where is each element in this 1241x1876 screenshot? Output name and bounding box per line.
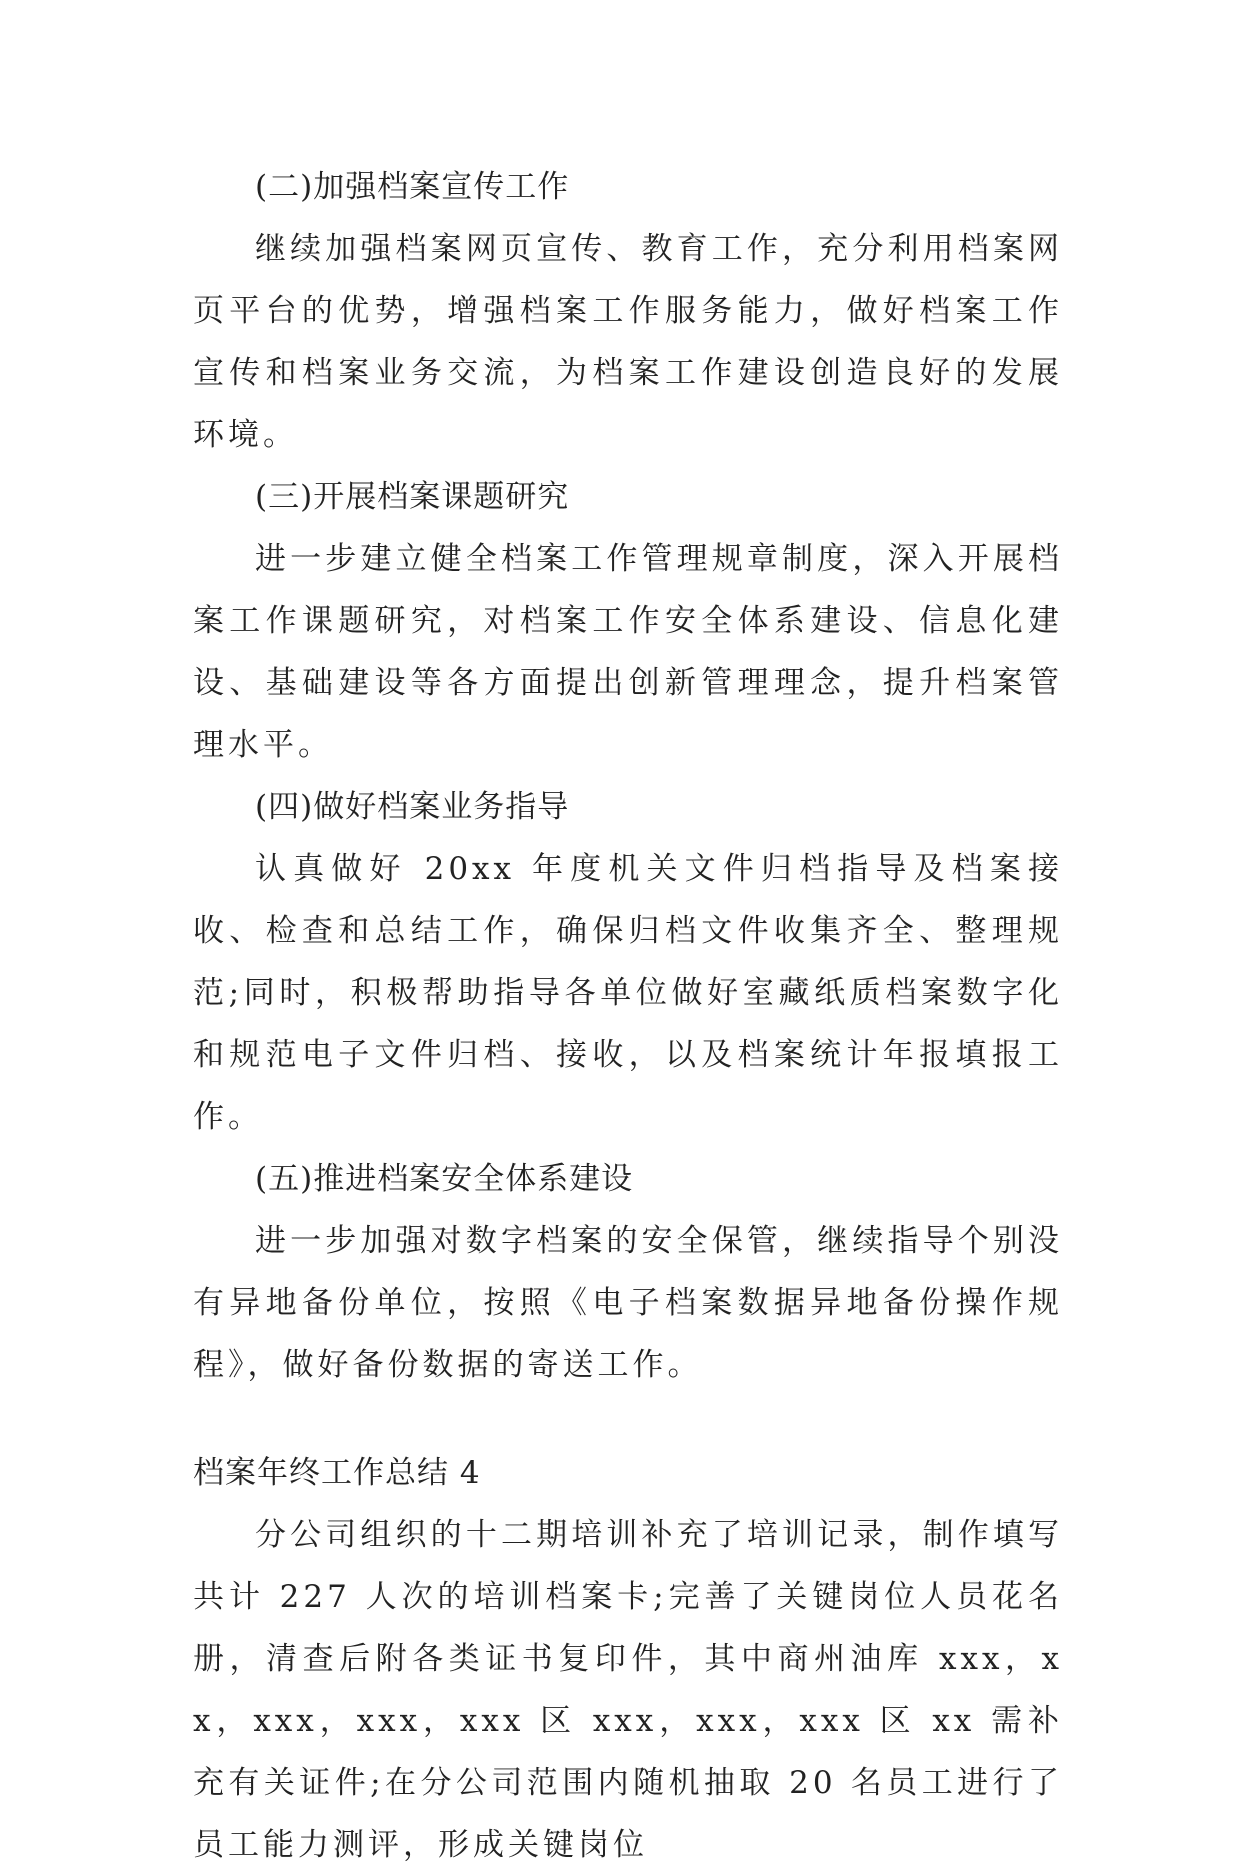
subheading-guidance: (四)做好档案业务指导 (255, 789, 570, 825)
paragraph-research: 进一步建立健全档案工作管理规章制度，深入开展档案工作课题研究，对档案工作安全体系建设、信息化建设、基础建设等各方面提出创新管理理念，提升档案管理水平。 (193, 541, 1063, 763)
paragraph-guidance: 认真做好 20xx 年度机关文件归档指导及档案接收、检查和总结工作，确保归档文件收集齐全、整理规范;同时，积极帮助指导各单位做好室藏纸质档案数字化和规范电子文件归档、接收，以及档案统计年报填报工作。 (193, 851, 1063, 1135)
subheading-publicity: (二)加强档案宣传工作 (255, 169, 570, 205)
document-body (193, 156, 1063, 1876)
section-title: 档案年终工作总结 4 (193, 1455, 481, 1491)
paragraph-security: 进一步加强对数字档案的安全保管，继续指导个别没有异地备份单位，按照《电子档案数据异地备份操作规程》，做好备份数据的寄送工作。 (193, 1223, 1063, 1383)
paragraph-publicity: 继续加强档案网页宣传、教育工作，充分利用档案网页平台的优势，增强档案工作服务能力，做好档案工作宣传和档案业务交流，为档案工作建设创造良好的发展环境。 (193, 231, 1063, 453)
subheading-security: (五)推进档案安全体系建设 (255, 1161, 634, 1197)
paragraph-training: 分公司组织的十二期培训补充了培训记录，制作填写共计 227 人次的培训档案卡;完善了关键岗位人员花名册，清查后附各类证书复印件，其中商州油库 xxx，xx，xxx，xxx，xxx 区 xxx，xxx，xxx 区 xx 需补充有关证件;在分公司范围内随机抽取 20 名员工进行了员工能力测评，形成关键岗位 (193, 1517, 1063, 1863)
subheading-research: (三)开展档案课题研究 (255, 479, 570, 515)
